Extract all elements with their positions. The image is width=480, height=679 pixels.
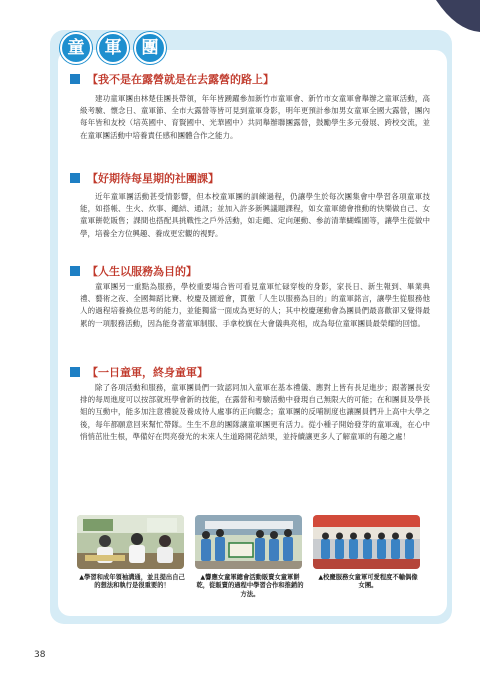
page-title (60, 32, 166, 62)
page-number: 38 (34, 650, 46, 660)
photo-caption: ▲校慶服務女童軍可愛程度不輸偶像女團。 (318, 574, 418, 590)
section-body: 近年童軍團活動甚受情影響，但本校童軍團的訓練過程，仍讓學生於每次團集會中學習各項童軍技能，如搭帳、生火、炊事、繩結、通訊；並加入許多新興議題課程，如女童軍總會推動的快樂做自己、女童軍餅乾販售；課間也搭配具挑戰性之戶外活動，如走繩、定向運動、參訪清華蝴蝶園等，讓學生從做中學，培養全方位興趣、養成更宏觀的視野。 (80, 192, 430, 238)
bullet-square-icon (70, 367, 80, 377)
photo-cookie-sale (195, 515, 302, 569)
photo-school-anniversary (313, 515, 420, 569)
section-heading-text: 【人生以服務為目的】 (87, 265, 197, 278)
page-corner-decoration (436, 0, 480, 32)
title-char: 團 (134, 32, 166, 64)
title-char: 軍 (97, 32, 129, 64)
section-heading (70, 262, 197, 280)
bullet-square-icon (70, 266, 80, 276)
section-heading (70, 70, 274, 88)
section-heading (70, 169, 219, 187)
section-heading (70, 363, 208, 381)
section-body: 童軍團另一重點為服務，學校重要場合皆可看見童軍忙碌穿梭的身影，家長日、新生報到、畢業典禮、藝術之夜、全國舞蹈比賽、校慶及園遊會，貫徹「人生以服務為目的」的童軍銘言，讓學生從服務他人的過程培養換位思考的能力，並能獨當一面成為更好的人；其中校慶運動會為團員們最喜歡卻又覺得最累的一項服務活動，因為能身著童軍制服、手拿校旗在大會儀典亮相，成為每位童軍團員最榮耀的回憶。 (80, 282, 430, 328)
section-heading-text: 【好期待每星期的社團課】 (87, 172, 219, 185)
section-heading-text: 【我不是在露營就是在去露營的路上】 (87, 73, 274, 86)
photo-classroom (77, 515, 184, 569)
title-char: 童 (60, 32, 92, 64)
bullet-square-icon (70, 173, 80, 183)
section-heading-text: 【一日童軍，終身童軍】 (87, 366, 208, 379)
bullet-square-icon (70, 74, 80, 84)
photo-caption: ▲學習和成年領袖溝通，並且提出自己的想法和執行是很重要的！ (79, 574, 185, 590)
section-body: 除了各項活動和服務，童軍團員們一致認同加入童軍在基本禮儀、應對上皆有長足進步；跟著團長安排的每周進度可以按部就班學會新的技能，在露營和考驗活動中發現自己無限大的可能；在和團員及學長姐的互動中，能多加注意禮貌及養成待人處事的正向觀念；童軍團的反哺制度也讓團員們升上高中大學之後，每年都願意回來幫忙帶隊。生生不息的團隊讓童軍團更有活力。從小種子開始發芽的童軍魂，在心中悄悄茁壯生根，準備好在閃亮發光的未來人生道路開花結果，並持續讓更多人了解童軍的有趣之處！ (80, 383, 430, 441)
photo-caption: ▲響應女童軍總會活動販賣女童軍餅乾，從販賣的過程中學習合作和推銷的方法。 (196, 574, 304, 598)
section-body: 建功童軍團由林楚佳團長帶領，年年皆踴躍參加新竹市童軍會、新竹市女童軍會舉辦之童軍活動，高級考驗、懷念日、童軍節、全市大露營等皆可見到童軍身影，明年更預計參加男女童軍全國大露營，團內每年皆和友校（培英國中、育賢國中、光華國中）共同舉辦聯團露營，鼓勵學生多元發展、跨校交流，並在童軍團活動中培養責任感和團體合作之能力。 (80, 94, 430, 140)
